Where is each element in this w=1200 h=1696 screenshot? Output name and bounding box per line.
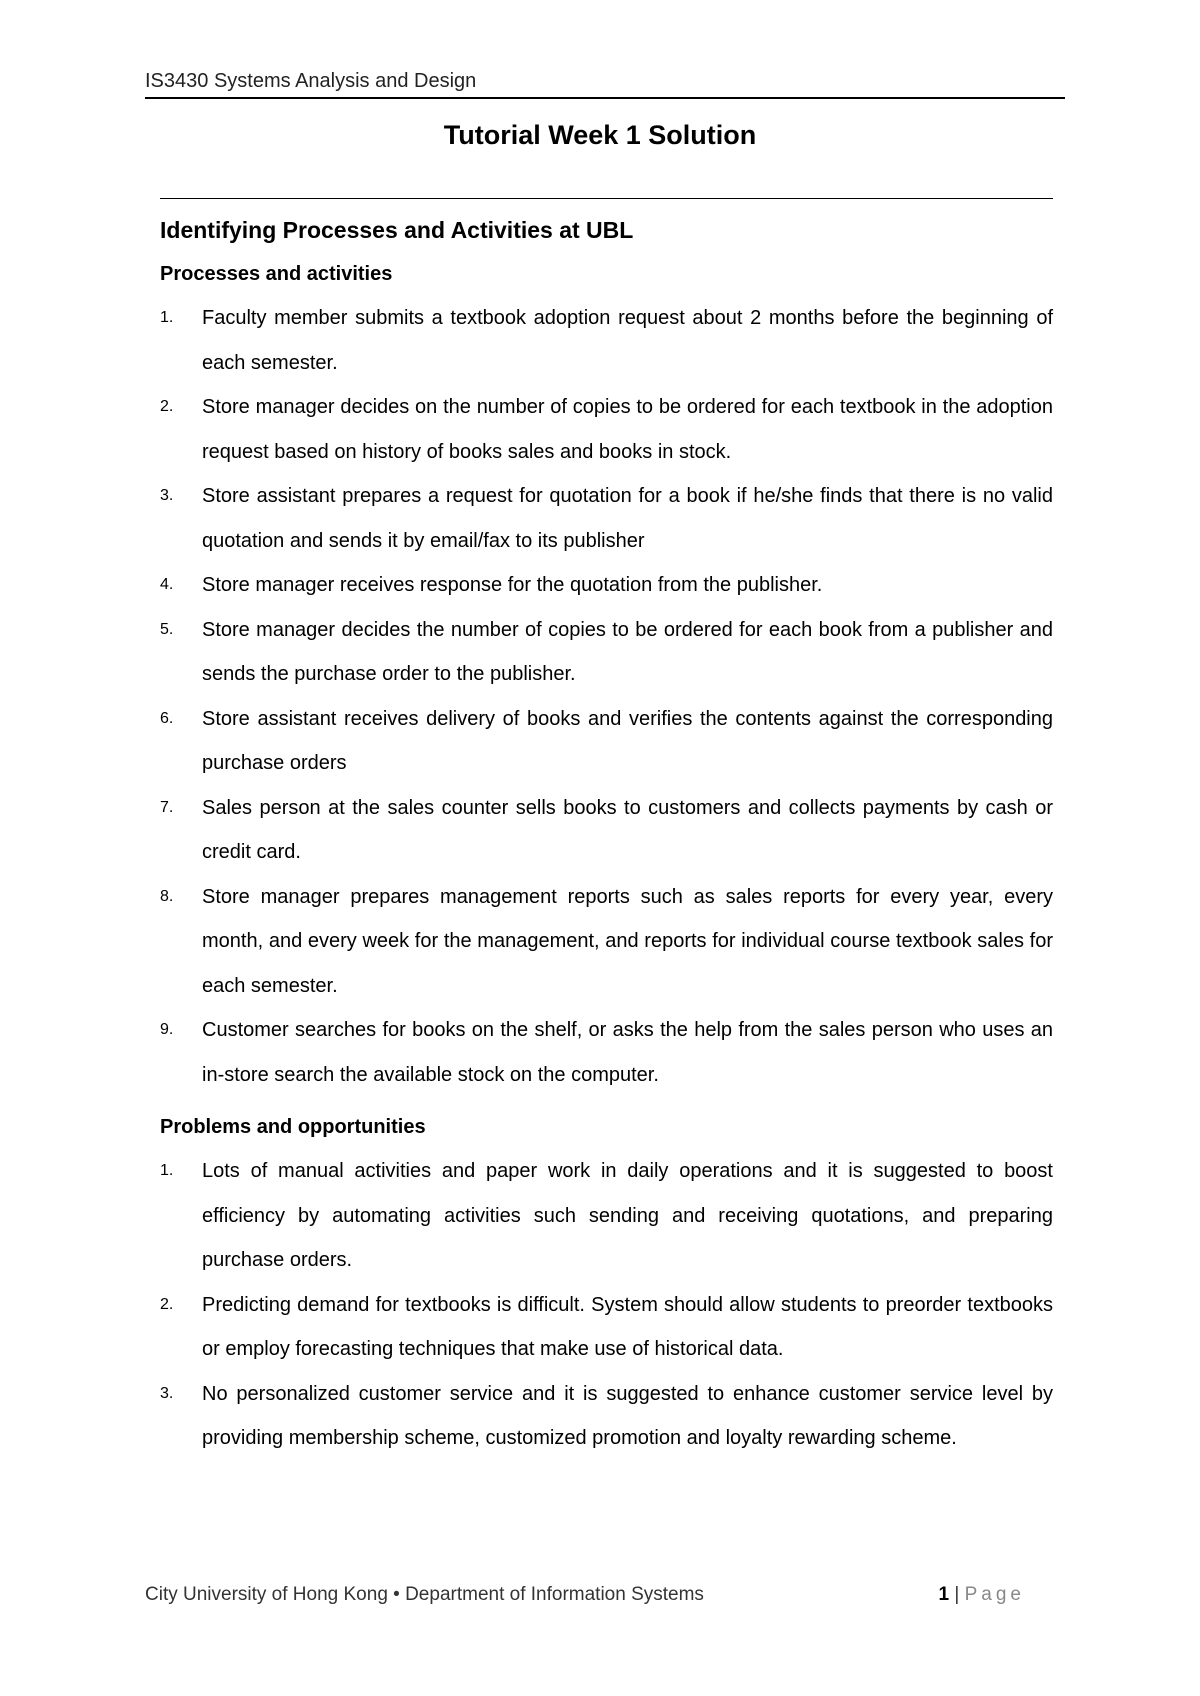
- processes-heading: Processes and activities: [160, 263, 393, 285]
- list-text: Store manager prepares management reports such as sales reports for every year, every month, and every week for the management, and reports for individual course textbook sales for each semester.: [202, 885, 1053, 997]
- list-text: Faculty member submits a textbook adoption request about 2 months before the beginning of each semester.: [202, 307, 1053, 374]
- footer-institution: City University of Hong Kong • Department of Information Systems: [145, 1584, 704, 1605]
- list-number: 6.: [160, 709, 174, 727]
- list-item: [160, 563, 1053, 608]
- title-divider: [160, 198, 1053, 199]
- document-body: [160, 208, 1053, 1461]
- page-indicator: [939, 1584, 1025, 1606]
- list-item: [160, 608, 1053, 697]
- list-item: [160, 697, 1053, 786]
- list-number: 5.: [160, 620, 174, 638]
- list-number: 2.: [160, 398, 174, 415]
- document-title: Tutorial Week 1 Solution: [443, 120, 757, 150]
- list-text: Predicting demand for textbooks is difficult. System should allow students to preorder textbooks or employ forecasting techniques that make use of historical data.: [202, 1293, 1053, 1360]
- list-text: Store manager decides on the number of copies to be ordered for each textbook in the adoption request based on history of books sales and books in stock.: [202, 396, 1053, 463]
- list-item: [160, 1372, 1053, 1461]
- list-item: [160, 1283, 1053, 1372]
- list-number: 1.: [160, 1162, 174, 1179]
- running-header: IS3430 Systems Analysis and Design: [145, 70, 1065, 99]
- page-number: 1: [938, 1584, 950, 1605]
- list-item: [160, 474, 1053, 563]
- list-text: Store manager decides the number of copies to be ordered for each book from a publisher and sends the purchase order to the publisher.: [202, 618, 1053, 685]
- list-number: 8.: [160, 887, 174, 905]
- list-item: [160, 1008, 1053, 1097]
- list-text: Store manager receives response for the quotation from the publisher.: [202, 574, 823, 596]
- list-number: 9.: [160, 1021, 174, 1038]
- list-text: No personalized customer service and it is suggested to enhance customer service level by providing membership scheme, customized promotion and loyalty rewarding scheme.: [202, 1382, 1053, 1449]
- list-item: [160, 1149, 1053, 1283]
- list-text: Store assistant receives delivery of books and verifies the contents against the corresponding purchase orders: [202, 707, 1053, 774]
- list-text: Lots of manual activities and paper work in daily operations and it is suggested to boost efficiency by automating activities such sending and receiving quotations, and preparing purchase orders.: [202, 1160, 1053, 1271]
- list-number: 7.: [160, 798, 174, 816]
- section-title: Identifying Processes and Activities at UBL: [160, 217, 634, 243]
- processes-list: [160, 296, 1053, 1097]
- list-item: [160, 786, 1053, 875]
- page-label: Page: [964, 1584, 1025, 1605]
- problems-heading: Problems and opportunities: [160, 1116, 426, 1138]
- list-number: 2.: [160, 1295, 174, 1313]
- list-item: [160, 296, 1053, 385]
- list-number: 1.: [160, 309, 174, 326]
- list-number: 4.: [160, 576, 174, 593]
- list-number: 3.: [160, 487, 174, 504]
- page-separator: |: [949, 1584, 965, 1605]
- list-item: [160, 385, 1053, 474]
- list-text: Sales person at the sales counter sells books to customers and collects payments by cash or credit card.: [202, 796, 1053, 863]
- list-number: 3.: [160, 1384, 174, 1402]
- problems-list: [160, 1149, 1053, 1461]
- list-text: Customer searches for books on the shelf, or asks the help from the sales person who uses an in-store search the available stock on the computer.: [202, 1019, 1053, 1086]
- list-item: [160, 875, 1053, 1009]
- list-text: Store assistant prepares a request for quotation for a book if he/she finds that there is no valid quotation and sends it by email/fax to its publisher: [202, 485, 1053, 552]
